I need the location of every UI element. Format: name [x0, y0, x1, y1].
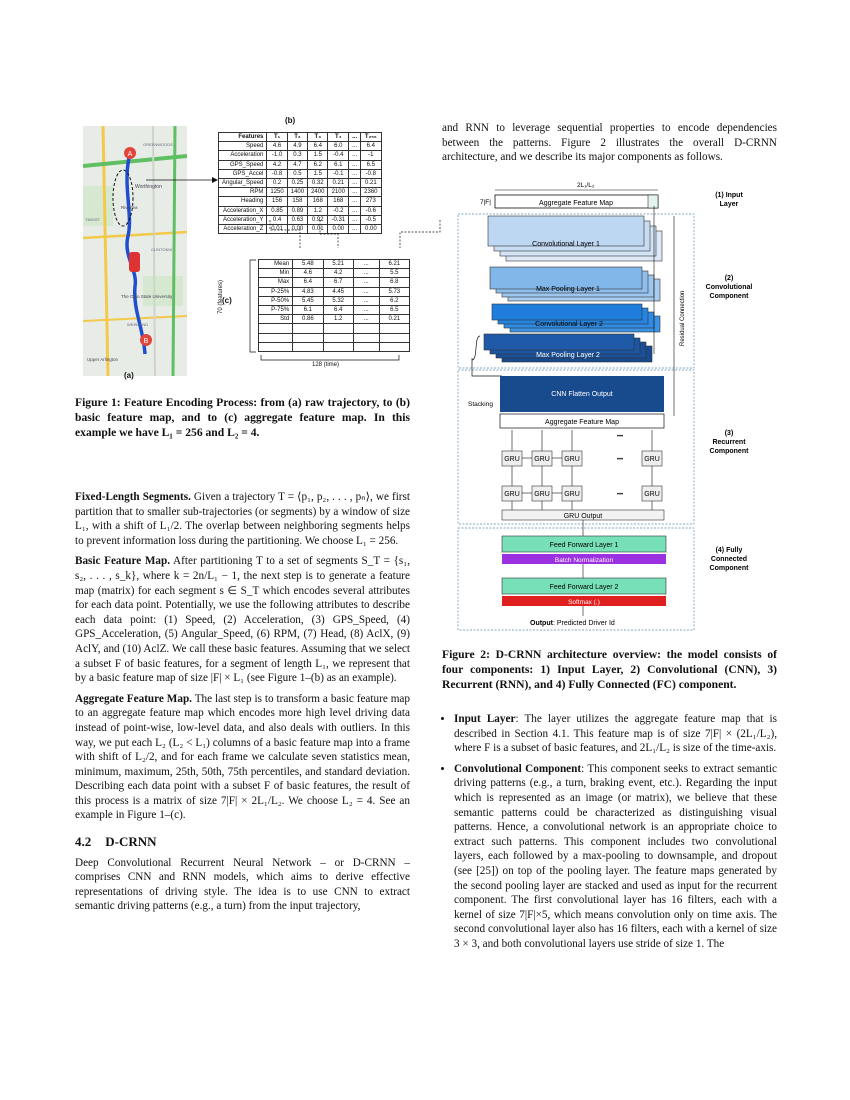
- paragraph-dcrnn-intro: Deep Convolutional Recurrent Neural Network – or D-CRNN – comprises CNN and RNN models, which aims to derive effective representations of driving style. The idea is to use CNN to extract semantic driving patterns (e.g., a turn) from the input trajectory,: [75, 856, 410, 913]
- svg-text:CLINTONVI: CLINTONVI: [151, 247, 173, 252]
- table-row: [259, 278, 410, 287]
- table-c-cell: Min: [259, 269, 293, 278]
- component-labels: [706, 192, 753, 572]
- table-c-cell: 5.48: [293, 260, 323, 269]
- table-b-cell: -1: [361, 151, 381, 160]
- svg-text:Connected: Connected: [710, 556, 748, 563]
- table-b-cell: Heading: [219, 197, 267, 206]
- svg-text:(3): (3): [724, 430, 734, 437]
- table-b-cell: 6.1: [328, 160, 349, 169]
- table-b-cell: -0.5: [361, 215, 381, 224]
- max-pooling-layer-2: [484, 334, 652, 362]
- table-c-cell: ...: [353, 287, 379, 296]
- table-b-cell: ...: [349, 188, 361, 197]
- svg-text:GRU Output: GRU Output: [563, 513, 603, 520]
- svg-text:GRU: GRU: [644, 491, 660, 498]
- table-b-cell: 0.89: [287, 206, 307, 215]
- table-b-cell: 0.5: [287, 169, 307, 178]
- table-c-cell: Max: [259, 278, 293, 287]
- table-b-cell: ...: [349, 142, 361, 151]
- table-b-cell: 273: [361, 197, 381, 206]
- table-c-cell: 6.4: [323, 305, 353, 314]
- table-b-cell: 0.01: [308, 224, 328, 233]
- table-b-cell: ...: [349, 215, 361, 224]
- svg-text:Aggregate Feature Map: Aggregate Feature Map: [545, 419, 619, 426]
- table-c-cell: 1.2: [323, 315, 353, 324]
- table-row: [259, 296, 410, 305]
- table-c-cell: Mean: [259, 260, 293, 269]
- table-row: [219, 160, 382, 169]
- table-c-cell: 0.86: [293, 315, 323, 324]
- svg-text:Upper Arlington: Upper Arlington: [87, 357, 119, 362]
- table-b-cell: ...: [349, 224, 361, 233]
- table-row: [219, 197, 382, 206]
- table-c-cell: P-50%: [259, 296, 293, 305]
- table-b-cell: GPS_Accel: [219, 169, 267, 178]
- right-intro-paragraph: and RNN to leverage sequential properties to encode dependencies between the patterns. Figure 2 illustrates the overall D-CRNN architecture, and we describe its major components as follows.: [442, 122, 777, 164]
- svg-text:Batch Normalization: Batch Normalization: [554, 557, 614, 564]
- svg-text:GRU: GRU: [504, 456, 520, 463]
- table-c-cell: 6.4: [293, 278, 323, 287]
- table-b-cell: 1250: [267, 188, 287, 197]
- table-b-cell: 0.00: [361, 224, 381, 233]
- table-c-cell: 6.7: [323, 278, 353, 287]
- table-b-cell: 6.2: [308, 160, 328, 169]
- svg-text:Component: Component: [709, 293, 749, 300]
- panel-b-label: (b): [285, 116, 296, 125]
- table-b-cell: -0.8: [267, 169, 287, 178]
- map-marker-a: A: [127, 151, 133, 158]
- table-c-cell: 6.21: [379, 260, 409, 269]
- table-b-cell: 0.3: [287, 151, 307, 160]
- table-b-cell: ...: [349, 151, 361, 160]
- svg-text:(4) Fully: (4) Fully: [715, 547, 743, 554]
- svg-text:WEINLAND: WEINLAND: [127, 322, 149, 327]
- paragraph-fixed-length: Fixed-Length Segments. Given a trajectory T = ⟨p₁, p₂, . . . , pₙ⟩, we first partition that to smaller sub-trajectories (or segments) by a window of size L₁, with a shift of L₁/2. The overlap between neighboring segments helps to prevent information loss during the partitioning. We choose L₁ = 256.: [75, 491, 410, 547]
- table-b-cell: 0.92: [308, 215, 328, 224]
- table-c-cell: 5.5: [379, 269, 409, 278]
- table-row: [219, 206, 382, 215]
- aggregate-feature-map-table: [258, 259, 410, 352]
- table-c-cell: P-75%: [259, 305, 293, 314]
- table-b-cell: -0.31: [328, 215, 349, 224]
- table-c-cell: 5.73: [379, 287, 409, 296]
- panel-a-label: (a): [124, 371, 134, 380]
- svg-text:Recurrent: Recurrent: [712, 439, 746, 446]
- table-c-cell: P-25%: [259, 287, 293, 296]
- table-c-cell: 4.45: [323, 287, 353, 296]
- table-c-cell: ...: [353, 305, 379, 314]
- table-b-cell: Speed: [219, 142, 267, 151]
- table-b-cell: -1.0: [267, 151, 287, 160]
- y-bracket: [246, 258, 258, 354]
- car-icon: [129, 252, 140, 272]
- table-b-cell: 2360: [361, 188, 381, 197]
- conv-layer-2: [492, 304, 660, 332]
- table-b-cell: 6.4: [361, 142, 381, 151]
- svg-text:GRU: GRU: [534, 491, 550, 498]
- table-b-cell: 6.5: [361, 160, 381, 169]
- table-b-cell: 156: [267, 197, 287, 206]
- table-b-cell: 2100: [328, 188, 349, 197]
- figure-2-architecture: [440, 176, 780, 636]
- svg-text:GRU: GRU: [564, 456, 580, 463]
- svg-text:Convolutional Layer 1: Convolutional Layer 1: [532, 241, 600, 248]
- table-row-empty: [259, 324, 410, 333]
- table-c-cell: Std: [259, 315, 293, 324]
- table-b-cell: 6.4: [308, 142, 328, 151]
- table-c-cell: ...: [353, 260, 379, 269]
- basic-feature-map-table: [218, 132, 382, 234]
- table-b-cell: 4.7: [287, 160, 307, 169]
- aggregation-arrows: [260, 220, 460, 250]
- svg-text:TIMOST: TIMOST: [85, 217, 101, 222]
- table-b-header-cell: T₃: [308, 133, 328, 142]
- table-b-cell: 4.6: [267, 142, 287, 151]
- paragraph-basic-feature-map: Basic Feature Map. After partitioning T to a set of segments S_T = {s₁, s₂, . . . , s_k}, where k = 2n/L₁ − 1, the next step is to generate a feature map (matrix) for each segment s ∈ S_T which encodes several attributes for each data point. Potentially, we use the following attributes to describe each data point: (1) Speed, (2) Acceleration, (3) GPS_Speed, (4) GPS_Acceleration, (5) Angular_Speed, (6) RPM, (7) Head, (8) AclX, (9) AclY, and (10) AclZ. We call these basic features. Assuming that we select a subset F of basic features, for a segment of length L₁, we represent that by a basic feature map of size |F| × L₁ (see Figure 1–(b) as an example).: [75, 555, 410, 685]
- panel-c-label: (c): [222, 296, 232, 305]
- table-b-cell: Angular_Speed: [219, 178, 267, 187]
- table-c-cell: ...: [353, 296, 379, 305]
- figure-1-caption: Figure 1: Feature Encoding Process: from (a) raw trajectory, to (b) basic feature map, and to (c) aggregate feature map. In this example we have L₁ = 256 and L₂ = 4.: [75, 396, 410, 439]
- table-b-cell: ...: [349, 197, 361, 206]
- table-b-cell: Acceleration: [219, 151, 267, 160]
- table-b-cell: 168: [308, 197, 328, 206]
- svg-text:Output: Predicted Driver Id: Output: Predicted Driver Id: [530, 620, 615, 627]
- svg-text:(2): (2): [724, 275, 734, 282]
- svg-text:GREENWOODS: GREENWOODS: [143, 142, 173, 147]
- table-b-cell: 0.2: [267, 178, 287, 187]
- table-b-cell: Acceleration_Y: [219, 215, 267, 224]
- table-b-header-cell: T₄: [328, 133, 349, 142]
- table-b-cell: 0.21: [328, 178, 349, 187]
- table-b-header-cell: T₁: [267, 133, 287, 142]
- table-b-cell: RPM: [219, 188, 267, 197]
- table-b-cell: 1.5: [308, 169, 328, 178]
- svg-text:Softmax (.): Softmax (.): [568, 599, 600, 606]
- table-b-cell: 0.32: [308, 178, 328, 187]
- table-row: [219, 142, 382, 151]
- table-b-cell: -0.8: [361, 169, 381, 178]
- table-row: [219, 169, 382, 178]
- table-b-header-cell: Features: [219, 133, 267, 142]
- gru-row-2: [502, 486, 662, 501]
- table-c-cell: 0.21: [379, 315, 409, 324]
- svg-text:Worthington: Worthington: [135, 184, 162, 190]
- figure-2-caption: Figure 2: D-CRNN architecture overview: the model consists of four components: 1) Input Layer, 2) Convolutional (CNN), 3) Recurrent (RNN), and 4) Fully Connected (FC) component.: [442, 648, 777, 691]
- table-c-cell: ...: [353, 278, 379, 287]
- table-row: [219, 151, 382, 160]
- table-row-empty: [259, 333, 410, 342]
- table-b-cell: GPS_Speed: [219, 160, 267, 169]
- table-row: [259, 269, 410, 278]
- table-row-empty: [259, 342, 410, 351]
- svg-text:Riverlea: Riverlea: [121, 205, 138, 210]
- table-b-header-cell: T₂: [287, 133, 307, 142]
- paragraph-aggregate-feature-map: Aggregate Feature Map. The last step is to transform a basic feature map to an aggregate feature map which encodes more high level driving data instead of point-wise, low-level data, and also deals with outliers. In this way, we put each L₂ (L₂ < L₁) columns of a basic feature map into a frame with shift of L₂/2, and for each frame we calculate seven statistics mean, minimum, maximum, 25th, 50th, 75th percentiles, and standard deviation. Describing each data point with a subset F of basic features, the result of this process is a matrix of size 7|F| × 2L₁/L₂. We choose L₂ = 4. See an example in Figure 1–(c).: [75, 692, 410, 822]
- table-b-cell: -0.4: [328, 151, 349, 160]
- table-b-cell: 158: [287, 197, 307, 206]
- svg-text:Feed Forward Layer 2: Feed Forward Layer 2: [549, 584, 619, 591]
- svg-text:Convolutional Layer 2: Convolutional Layer 2: [535, 321, 603, 328]
- gru-row-1: [502, 451, 662, 466]
- left-column: [75, 490, 410, 920]
- table-c-cell: 6.8: [379, 278, 409, 287]
- table-b-cell: 0.4: [267, 215, 287, 224]
- section-heading: 4.2 D-CRNN: [75, 834, 157, 850]
- svg-text:GRU: GRU: [504, 491, 520, 498]
- table-row: [259, 287, 410, 296]
- table-row: [259, 260, 410, 269]
- table-b-cell: 0.21: [361, 178, 381, 187]
- table-c-cell: 5.21: [323, 260, 353, 269]
- svg-text:Component: Component: [709, 448, 749, 455]
- table-b-cell: Acceleration_X: [219, 206, 267, 215]
- svg-text:GRU: GRU: [644, 456, 660, 463]
- max-pooling-layer-1: [490, 267, 660, 301]
- table-c-cell: 4.6: [293, 269, 323, 278]
- svg-text:CNN Flatten Output: CNN Flatten Output: [551, 391, 613, 398]
- table-c-cell: 6.5: [379, 305, 409, 314]
- svg-text:Max Pooling Layer 1: Max Pooling Layer 1: [536, 286, 600, 293]
- table-c-y-axis: 70 (features): [218, 279, 224, 314]
- stacking-label: Stacking: [468, 401, 493, 408]
- svg-text:The Ohio State University: The Ohio State University: [121, 294, 173, 299]
- svg-text:(1) Input: (1) Input: [715, 192, 743, 199]
- table-b-cell: 4.9: [287, 142, 307, 151]
- table-b-cell: 0.01: [267, 224, 287, 233]
- table-b-cell: ...: [349, 206, 361, 215]
- svg-text:Feed Forward Layer 1: Feed Forward Layer 1: [549, 542, 619, 549]
- table-row: [219, 188, 382, 197]
- svg-text:Convolutional: Convolutional: [705, 284, 753, 291]
- feature-dim-label: 7|F|: [480, 199, 491, 206]
- table-c-cell: ...: [353, 315, 379, 324]
- table-b-header-cell: ...: [349, 133, 361, 142]
- table-b-cell: 0.25: [287, 178, 307, 187]
- svg-text:GRU: GRU: [564, 491, 580, 498]
- svg-text:GRU: GRU: [534, 456, 550, 463]
- table-b-cell: 1400: [287, 188, 307, 197]
- table-c-cell: 5.32: [323, 296, 353, 305]
- table-c-cell: ...: [353, 269, 379, 278]
- table-b-cell: 1.2: [308, 206, 328, 215]
- table-b-cell: -0.1: [328, 169, 349, 178]
- component-list: [442, 712, 777, 958]
- svg-text:•••: •••: [616, 492, 624, 498]
- table-c-cell: 6.1: [293, 305, 323, 314]
- svg-text:Layer: Layer: [719, 201, 739, 208]
- svg-text:•••: •••: [616, 457, 624, 463]
- table-b-cell: 2400: [308, 188, 328, 197]
- residual-connection-label: Residual Connection: [680, 290, 686, 346]
- table-b-cell: 168: [328, 197, 349, 206]
- table-b-cell: 1.5: [308, 151, 328, 160]
- table-b-cell: 0.00: [287, 224, 307, 233]
- table-b-cell: Acceleration_Z: [219, 224, 267, 233]
- table-row: [219, 178, 382, 187]
- x-bracket: [260, 354, 420, 364]
- table-b-cell: 0.63: [287, 215, 307, 224]
- time-dim-label: 2L₁/L₂: [577, 182, 595, 189]
- table-c-cell: 4.2: [323, 269, 353, 278]
- table-b-cell: 0.85: [267, 206, 287, 215]
- table-b-cell: -0.2: [328, 206, 349, 215]
- table-b-cell: -0.6: [361, 206, 381, 215]
- conv-layer-1: [488, 216, 662, 261]
- table-c-cell: 6.2: [379, 296, 409, 305]
- svg-text:Aggregate Feature Map: Aggregate Feature Map: [539, 200, 613, 207]
- table-c-x-axis: 128 (time): [312, 362, 340, 368]
- svg-text:•••: •••: [616, 434, 624, 440]
- table-b-cell: 6.0: [328, 142, 349, 151]
- table-b-cell: ...: [349, 169, 361, 178]
- table-row: [259, 305, 410, 314]
- figure-1: [80, 118, 410, 388]
- table-b-header-cell: T₂₅₆: [361, 133, 381, 142]
- map-marker-b: B: [143, 338, 149, 345]
- table-b-cell: 0.00: [328, 224, 349, 233]
- table-c-cell: 4.83: [293, 287, 323, 296]
- table-row: [259, 315, 410, 324]
- svg-text:Max Pooling Layer 2: Max Pooling Layer 2: [536, 352, 600, 359]
- table-b-cell: ...: [349, 160, 361, 169]
- list-item-conv-component: • Convolutional Component: This component seeks to extract semantic driving patterns (e.g., a turn, braking event, etc.). Regarding the input which is represented as an image (or matrix), we believe that these semantic patterns could be characterized as distinguishing visual patterns. Hence, a convolutional network is an appropriate choice to extract such patterns. This component includes two convolutional layers, each followed by a max-pooling to downsample, and dropout (see [25]) on top of the pooling layer. The feature maps generated by the second pooling layer are stacked and used as input for the recurrent component. The first convolutional layer has 16 filters, each with a kernel of size 7|F|×5, which means convolution only on time axis. The second convolutional layer also has 16 filters, each with a kernel of size 3 × 3, and both convolutional layers use stride of size 1. The: [454, 762, 777, 952]
- table-c-cell: 5.45: [293, 296, 323, 305]
- table-b-cell: ...: [349, 178, 361, 187]
- svg-text:Component: Component: [709, 565, 749, 572]
- table-b-cell: 4.2: [267, 160, 287, 169]
- list-item-input-layer: • Input Layer: The layer utilizes the aggregate feature map that is described in Section 4.1. This feature map is of size 7|F| × (2L₁/L₂), where F is a subset of basic features, and 2L₁/L₂ is size of the time-axis.: [454, 712, 777, 756]
